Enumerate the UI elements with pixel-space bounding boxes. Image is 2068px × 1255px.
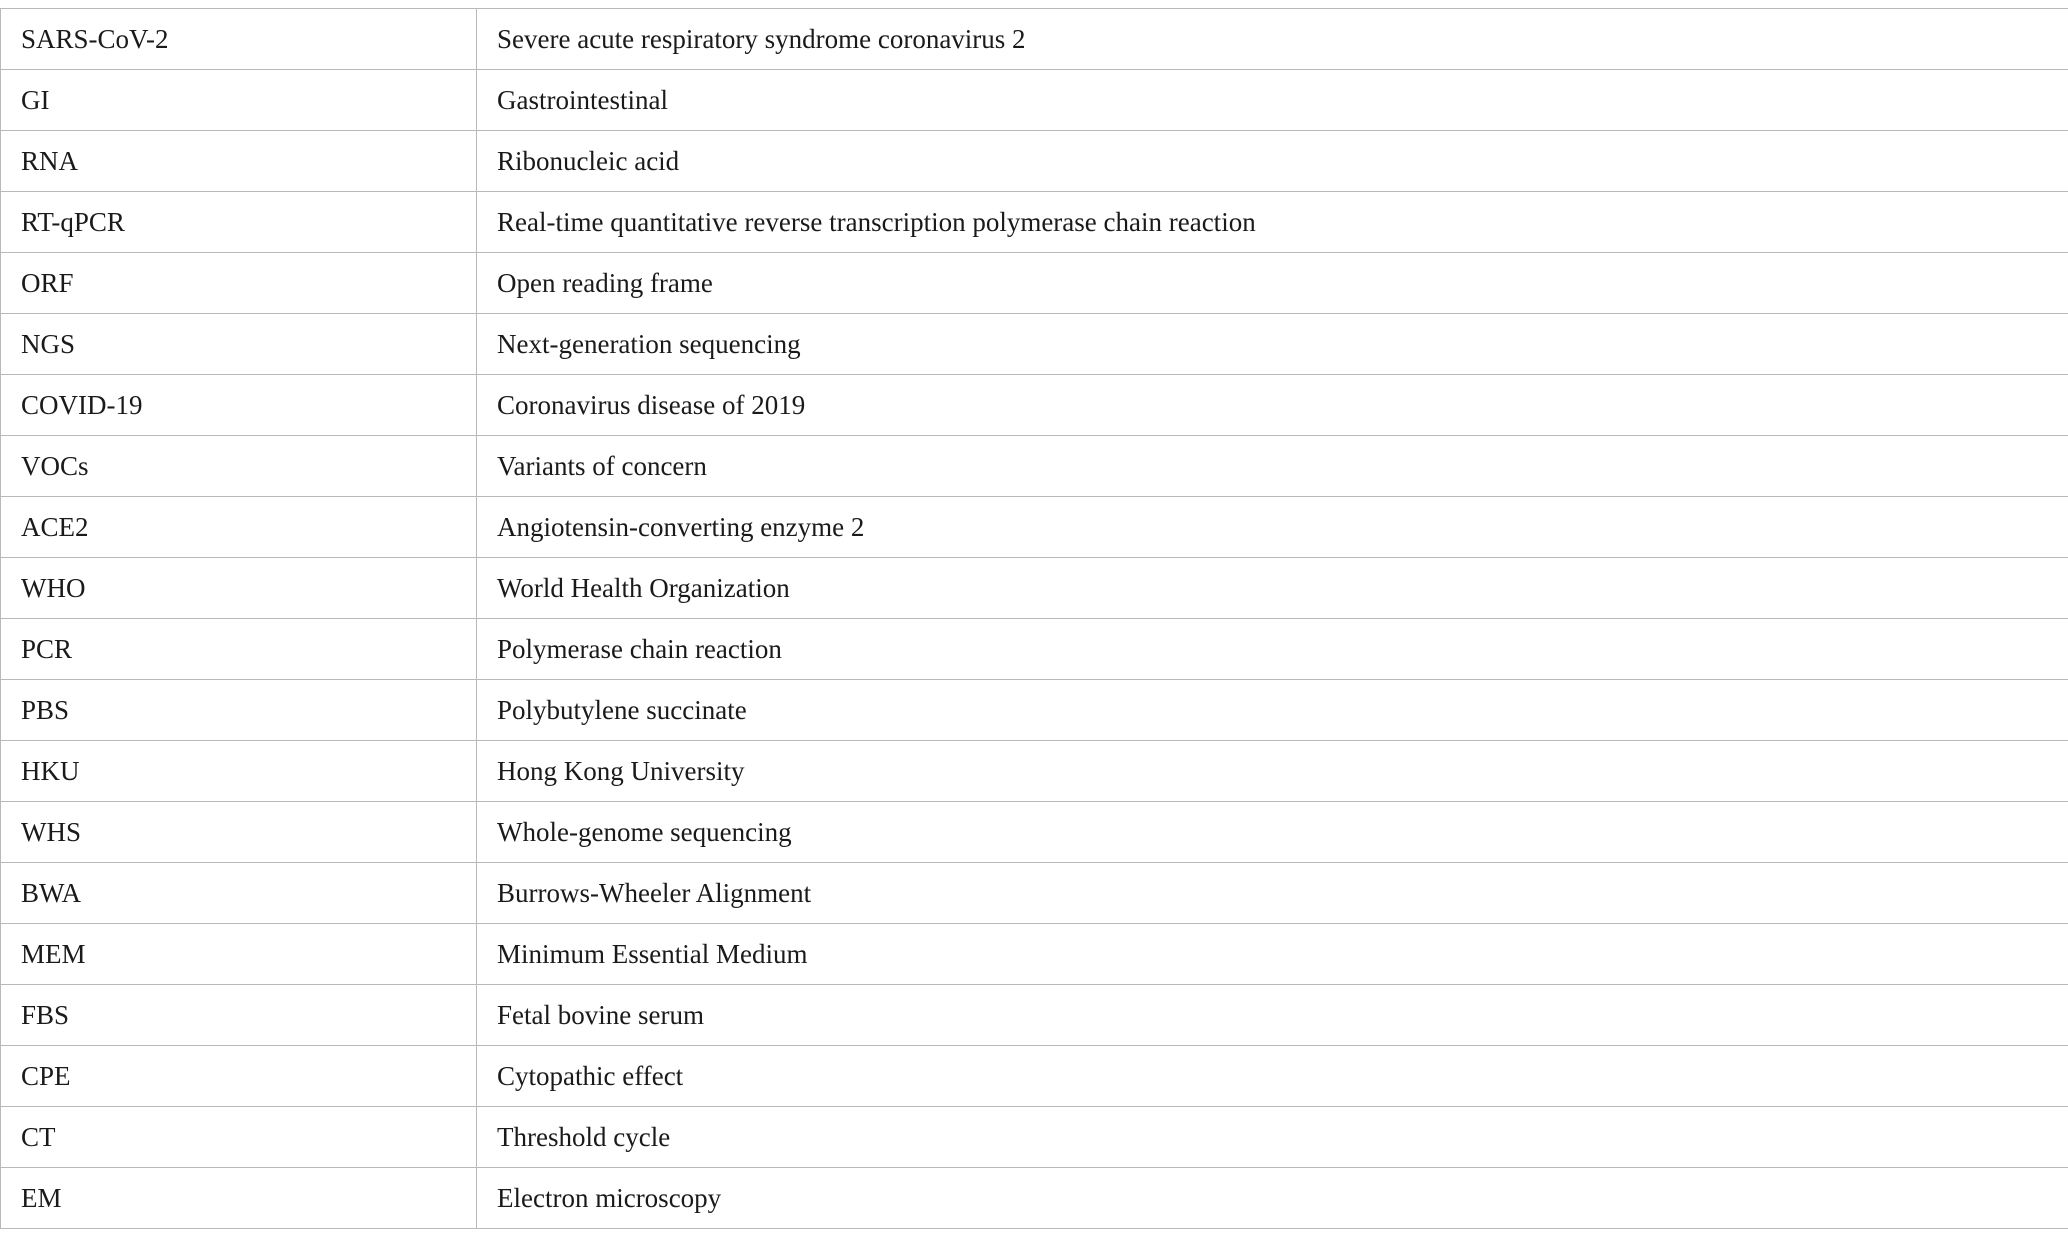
abbreviation-cell: VOCs bbox=[1, 436, 477, 497]
table-row bbox=[1, 680, 2068, 741]
definition-cell: Burrows-Wheeler Alignment bbox=[477, 863, 2068, 924]
abbreviation-cell: GI bbox=[1, 70, 477, 131]
abbreviation-cell: PBS bbox=[1, 680, 477, 741]
table-row bbox=[1, 558, 2068, 619]
abbreviation-cell: WHS bbox=[1, 802, 477, 863]
definition-cell: Gastrointestinal bbox=[477, 70, 2068, 131]
abbreviation-cell: PCR bbox=[1, 619, 477, 680]
definition-cell: Variants of concern bbox=[477, 436, 2068, 497]
abbreviation-cell: COVID-19 bbox=[1, 375, 477, 436]
definition-cell: Polymerase chain reaction bbox=[477, 619, 2068, 680]
table-row bbox=[1, 375, 2068, 436]
abbreviation-cell: NGS bbox=[1, 314, 477, 375]
abbreviation-cell: BWA bbox=[1, 863, 477, 924]
table-row bbox=[1, 131, 2068, 192]
definition-cell: Coronavirus disease of 2019 bbox=[477, 375, 2068, 436]
definition-cell: Electron microscopy bbox=[477, 1168, 2068, 1229]
table-row bbox=[1, 985, 2068, 1046]
definition-cell: Minimum Essential Medium bbox=[477, 924, 2068, 985]
abbreviation-cell: SARS-CoV-2 bbox=[1, 9, 477, 70]
definition-cell: Cytopathic effect bbox=[477, 1046, 2068, 1107]
table-row bbox=[1, 1046, 2068, 1107]
table-row bbox=[1, 9, 2068, 70]
abbreviation-cell: WHO bbox=[1, 558, 477, 619]
abbreviations-table-body bbox=[1, 9, 2068, 1229]
abbreviation-cell: MEM bbox=[1, 924, 477, 985]
table-row bbox=[1, 619, 2068, 680]
definition-cell: Severe acute respiratory syndrome coronavirus 2 bbox=[477, 9, 2068, 70]
abbreviation-cell: RNA bbox=[1, 131, 477, 192]
table-row bbox=[1, 863, 2068, 924]
abbreviation-cell: ACE2 bbox=[1, 497, 477, 558]
abbreviation-cell: CT bbox=[1, 1107, 477, 1168]
abbreviation-cell: ORF bbox=[1, 253, 477, 314]
definition-cell: Polybutylene succinate bbox=[477, 680, 2068, 741]
definition-cell: World Health Organization bbox=[477, 558, 2068, 619]
table-row bbox=[1, 70, 2068, 131]
table-row bbox=[1, 497, 2068, 558]
table-row bbox=[1, 253, 2068, 314]
table-row bbox=[1, 802, 2068, 863]
table-row bbox=[1, 1107, 2068, 1168]
abbreviation-cell: RT-qPCR bbox=[1, 192, 477, 253]
definition-cell: Hong Kong University bbox=[477, 741, 2068, 802]
abbreviation-cell: CPE bbox=[1, 1046, 477, 1107]
abbreviation-cell: EM bbox=[1, 1168, 477, 1229]
definition-cell: Fetal bovine serum bbox=[477, 985, 2068, 1046]
table-row bbox=[1, 314, 2068, 375]
definition-cell: Ribonucleic acid bbox=[477, 131, 2068, 192]
table-row bbox=[1, 192, 2068, 253]
table-row bbox=[1, 924, 2068, 985]
table-row bbox=[1, 436, 2068, 497]
definition-cell: Open reading frame bbox=[477, 253, 2068, 314]
definition-cell: Next-generation sequencing bbox=[477, 314, 2068, 375]
abbreviation-cell: FBS bbox=[1, 985, 477, 1046]
abbreviation-cell: HKU bbox=[1, 741, 477, 802]
definition-cell: Real-time quantitative reverse transcription polymerase chain reaction bbox=[477, 192, 2068, 253]
definition-cell: Whole-genome sequencing bbox=[477, 802, 2068, 863]
definition-cell: Threshold cycle bbox=[477, 1107, 2068, 1168]
table-row bbox=[1, 1168, 2068, 1229]
abbreviations-table bbox=[0, 8, 2068, 1229]
table-row bbox=[1, 741, 2068, 802]
definition-cell: Angiotensin-converting enzyme 2 bbox=[477, 497, 2068, 558]
